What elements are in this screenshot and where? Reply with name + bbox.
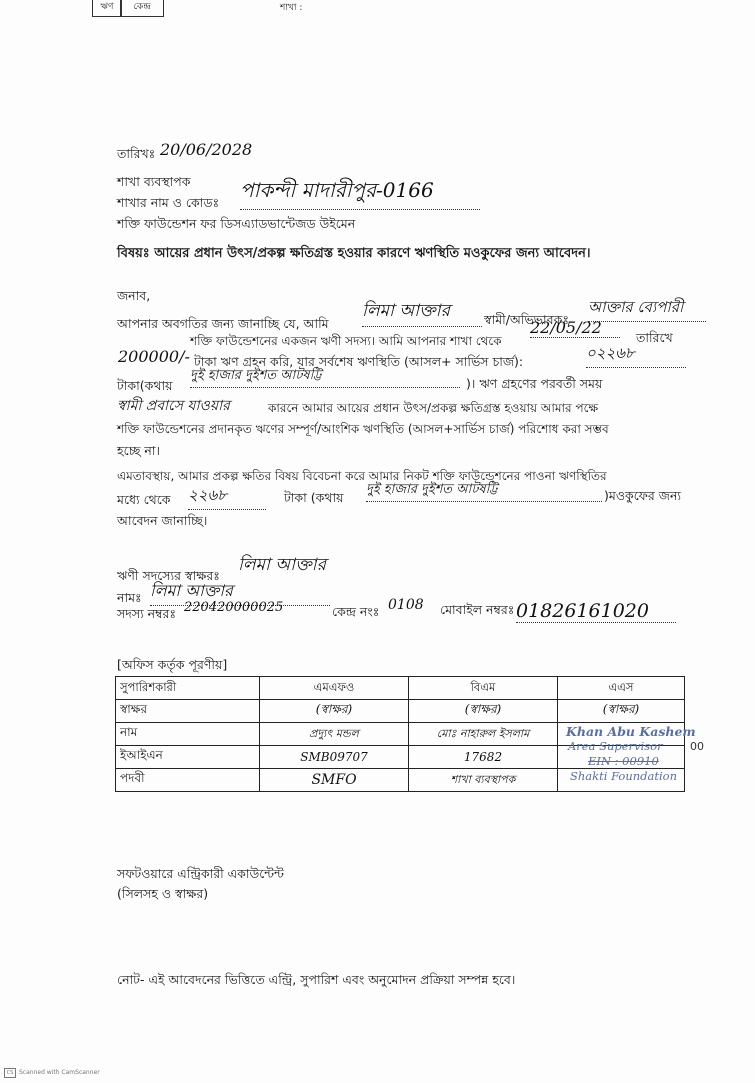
top-strip — [80, 0, 350, 18]
camscanner-icon: CS — [4, 1068, 16, 1078]
top-box-loan: ঋণ — [92, 0, 122, 17]
member-signature-label: ঋণী সদস্যের স্বাক্ষরঃ — [117, 568, 220, 583]
waiver-words: দুই হাজার দুইশত আটষট্টি — [366, 480, 602, 502]
stamp-title: Area Supervisor — [568, 739, 663, 753]
scanner-text: Scanned with CamScanner — [19, 1069, 100, 1076]
row-label: পদবী — [116, 769, 260, 792]
branch-manager: শাখা ব্যবস্থাপক — [117, 174, 191, 189]
row-label: ইআইএন — [116, 746, 260, 769]
top-branch-label: শাখা : — [280, 3, 303, 13]
branch-label: শাখার নাম ও কোডঃ — [117, 195, 220, 210]
stamp-org: Shakti Foundation — [570, 769, 677, 783]
branch-value: পাকন্দী মাদারীপুর-0166 — [240, 176, 480, 210]
p1-text-3: শক্তি ফাউন্ডেশনের একজন ঋণী সদস্য। আমি আপনার শাখা থেকে — [190, 334, 502, 348]
stamp-ein: EIN : 00910 — [588, 754, 659, 768]
table-cell: মোঃ নাহারুল ইসলাম — [409, 723, 558, 746]
footer-note: নোট- এই আবেদনের ভিত্তিতে এন্ট্রি, সুপারিশ এবং অনুমোদন প্রক্রিয়া সম্পন্ন হবে। — [117, 972, 516, 987]
p2-text-2: মধ্যে থেকে — [117, 492, 171, 507]
p1-text-10: হচ্ছে না। — [117, 443, 160, 458]
table-row — [116, 700, 685, 723]
loss-reason: স্বামী প্রবাসে যাওয়ার — [117, 398, 230, 414]
member-name-label: নামঃ — [117, 590, 142, 605]
p1-guardian-label: স্বামী/অভিভাবকঃ — [484, 312, 569, 327]
balance-words: দুই হাজার দুইশত আটষট্টি — [190, 366, 460, 388]
p1-text-8: কারনে আমার আয়ের প্রধান উৎস/প্রকল্প ক্ষতিগ্রস্ত হওয়ায় আমার পক্ষে — [268, 401, 599, 415]
table-cell: 17682 — [409, 746, 558, 769]
signature-cell: (স্বাক্ষর) — [260, 700, 409, 723]
member-signature: লিমা আক্তার — [238, 555, 326, 575]
guardian-name: আক্তার ব্যেপারী — [588, 296, 706, 322]
stamp-name: Khan Abu Kashem — [566, 724, 696, 739]
office-use-label: [অফিস কর্তৃক পূরণীয়] — [117, 657, 228, 672]
subject: বিষয়ঃ আয়ের প্রধান উৎস/প্রকল্প ক্ষতিগ্রস্ত হওয়ার কারণে ঋণস্থিতি মওকুফের জন্য আবেদন। — [117, 246, 591, 261]
org-line: শক্তি ফাউন্ডেশন ফর ডিসএ্যাডভান্টেজড উইমেন — [117, 216, 356, 231]
signature-cell: (স্বাক্ষর) — [409, 700, 558, 723]
salutation: জনাব, — [117, 288, 151, 303]
p2-text-3: টাকা (কথায় — [284, 490, 344, 505]
row-label: নাম — [116, 723, 260, 746]
kendra-no: 0108 — [388, 597, 424, 613]
p1-text-5: টাকা ঋণ গ্রহন করি, যার সর্বশেষ ঋণস্থিতি (আসল+ সার্ভিস চার্জ): — [194, 354, 524, 369]
applicant-name: লিমা আক্তার — [362, 298, 482, 327]
seal-signature: (সিলসহ ও স্বাক্ষর) — [117, 886, 209, 901]
table-cell: SMB09707 — [260, 746, 409, 769]
loan-amount: 200000/- — [118, 347, 190, 366]
scanner-watermark — [4, 1068, 100, 1078]
p1-date-suffix: তারিখে — [636, 330, 673, 345]
table-header-cell: এএস — [558, 677, 685, 700]
p1-text-7: )। ঋণ গ্রহণের পরবর্তী সময় — [466, 376, 603, 391]
loan-date: 22/05/22 — [530, 318, 620, 338]
p1-text-1: আপনার অবগতির জন্য জানাচ্ছি যে, আমি — [117, 316, 329, 331]
p2-text-4: )মওকুফের জন্য — [604, 488, 682, 503]
table-header-cell: সুপারিশকারী — [116, 677, 260, 700]
waiver-amount: ২২৬৮ — [188, 484, 266, 510]
date-value: 20/06/2028 — [160, 140, 253, 159]
table-cell: SMFO — [260, 769, 409, 792]
table-header-cell: এমএফও — [260, 677, 409, 700]
row-label: স্বাক্ষর — [116, 700, 260, 723]
software-accountant: সফটওয়ারে এন্ট্রিকারী একাউন্টেন্ট — [117, 866, 284, 881]
top-box-kendra: কেন্দ্র — [120, 0, 164, 17]
p2-text-1: এমতাবস্থায়, আমার প্রকল্প ক্ষতির বিষয় বিবেচনা করে আমার নিকট শক্তি ফাউন্ডেশনের পাওনা ঋণস্থিতির — [117, 469, 607, 483]
member-name: লিমা আক্তার — [150, 578, 330, 606]
date-label: তারিখঃ — [117, 146, 156, 161]
kendra-label: কেন্দ্র নংঃ — [332, 604, 380, 619]
p2-text-5: আবেদন জানাচ্ছি। — [117, 513, 208, 528]
p1-text-9: শক্তি ফাউন্ডেশনের প্রদানকৃত ঋণের সম্পূর্ণ/আংশিক ঋণস্থিতি (আসল+সার্ভিস চার্জ) পরিশোধ করা সম্ভব — [117, 422, 609, 436]
mobile-label: মোবাইল নম্বরঃ — [440, 602, 515, 617]
table-header-row — [116, 677, 685, 700]
stamp-extra: 00 — [690, 740, 704, 753]
member-no-label: সদস্য নম্বরঃ — [117, 606, 177, 621]
mobile-no: 01826161020 — [516, 600, 676, 623]
area-supervisor-stamp — [566, 724, 706, 788]
member-no: 220420000025 — [184, 600, 284, 615]
loan-balance: ০২২৬৮ — [586, 342, 686, 368]
signature-cell: (স্বাক্ষর) — [558, 700, 685, 723]
p1-text-6: টাকা(কথায় — [117, 378, 173, 393]
table-header-cell: বিএম — [409, 677, 558, 700]
table-cell: শাখা ব্যবস্থাপক — [409, 769, 558, 792]
table-cell: প্রদ্যুৎ মন্ডল — [260, 723, 409, 746]
